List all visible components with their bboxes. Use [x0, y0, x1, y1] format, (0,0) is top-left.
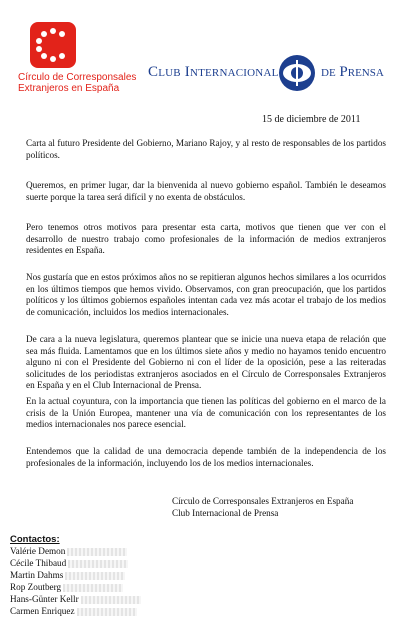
contact-name-row [10, 594, 141, 604]
contact-name-row [10, 582, 123, 592]
circulo-logo-line2: Extranjeros en España [18, 83, 120, 94]
letter-paragraph: En la actual coyuntura, con la importancia que tienen las políticas del gobierno en el marco de la crisis de la Unión Europea, mantener una vía de comunicación con los representantes de los medios internacionales nos parece esencial. [26, 396, 386, 430]
contact-name: Cécile Thibaud [10, 558, 67, 568]
contact-name-row [10, 558, 128, 568]
letter-paragraph: De cara a la nueva legislatura, queremos plantear que se inicie una nueva etapa de relación que sea más fluida. Lamentamos que en los últimos siete años y medio no hayamos tenido encuentro alguno ni con el Presidente del Gobierno ni con el líder de la oposición, pese a las reiteradas solicitudes de los periodistas extranjeros asociados en el Círculo de Corresponsales Extranjeros en España y en el Club Internacional de Prensa. [26, 334, 386, 391]
circulo-logo-line1: Círculo de Corresponsales [18, 72, 137, 83]
contact-name: Hans-Günter Kellr [10, 594, 79, 604]
redacted-contact-detail [63, 584, 123, 592]
contact-name-row [10, 546, 127, 556]
contact-name-row [10, 606, 137, 616]
contact-name-row [10, 570, 125, 580]
letter-date: 15 de diciembre de 2011 [262, 114, 361, 125]
redacted-contact-detail [67, 548, 127, 556]
redacted-contact-detail [68, 560, 128, 568]
letter-paragraph: Pero tenemos otros motivos para presentar esta carta, motivos que tienen que ver con el desarrollo de nuestro trabajo como profesionales de la información de medios extranjeros residentes en España. [26, 222, 386, 256]
club-logo-left-text: Club Internacional [148, 64, 279, 80]
press-club-eye-emblem-icon [278, 54, 316, 92]
club-internacional-logo [148, 54, 398, 94]
signature-line-1: Círculo de Corresponsales Extranjeros en España [172, 496, 354, 506]
contact-name: Rop Zoutberg [10, 582, 62, 592]
contact-name: Carmen Enriquez [10, 606, 75, 616]
redacted-contact-detail [77, 608, 137, 616]
club-logo-right-text: de Prensa [321, 64, 384, 80]
circulo-logo [18, 18, 138, 98]
letter-paragraph: Queremos, en primer lugar, dar la bienvenida al nuevo gobierno español. También le deseamos suerte porque la tarea será difícil y no exenta de obstáculos. [26, 180, 386, 202]
redacted-contact-detail [81, 596, 141, 604]
circulo-logo-text [18, 72, 136, 94]
circle-of-dots-logo-icon [30, 22, 76, 68]
signature-line-2: Club Internacional de Prensa [172, 508, 279, 518]
contacts-heading: Contactos: [10, 534, 60, 545]
letter-paragraph: Nos gustaría que en estos próximos años no se repitieran algunos hechos similares a los ocurridos en los últimos tiempos que hemos vivido. Observamos, con gran preocupación, que los partidos políticos y los últimos gobiernos españoles intentan cada vez más acotar el trabajo de los medios de comunicación, incluidos los medios internacionales. [26, 272, 386, 317]
redacted-contact-detail [65, 572, 125, 580]
letter-paragraph: Entendemos que la calidad de una democracia depende también de la independencia de los profesionales de la información, incluyendo los de los medios internacionales. [26, 446, 386, 468]
letter-paragraph: Carta al futuro Presidente del Gobierno, Mariano Rajoy, y al resto de responsables de los partidos políticos. [26, 138, 386, 160]
contact-name: Martin Dahms [10, 570, 64, 580]
contact-name: Valérie Demon [10, 546, 66, 556]
